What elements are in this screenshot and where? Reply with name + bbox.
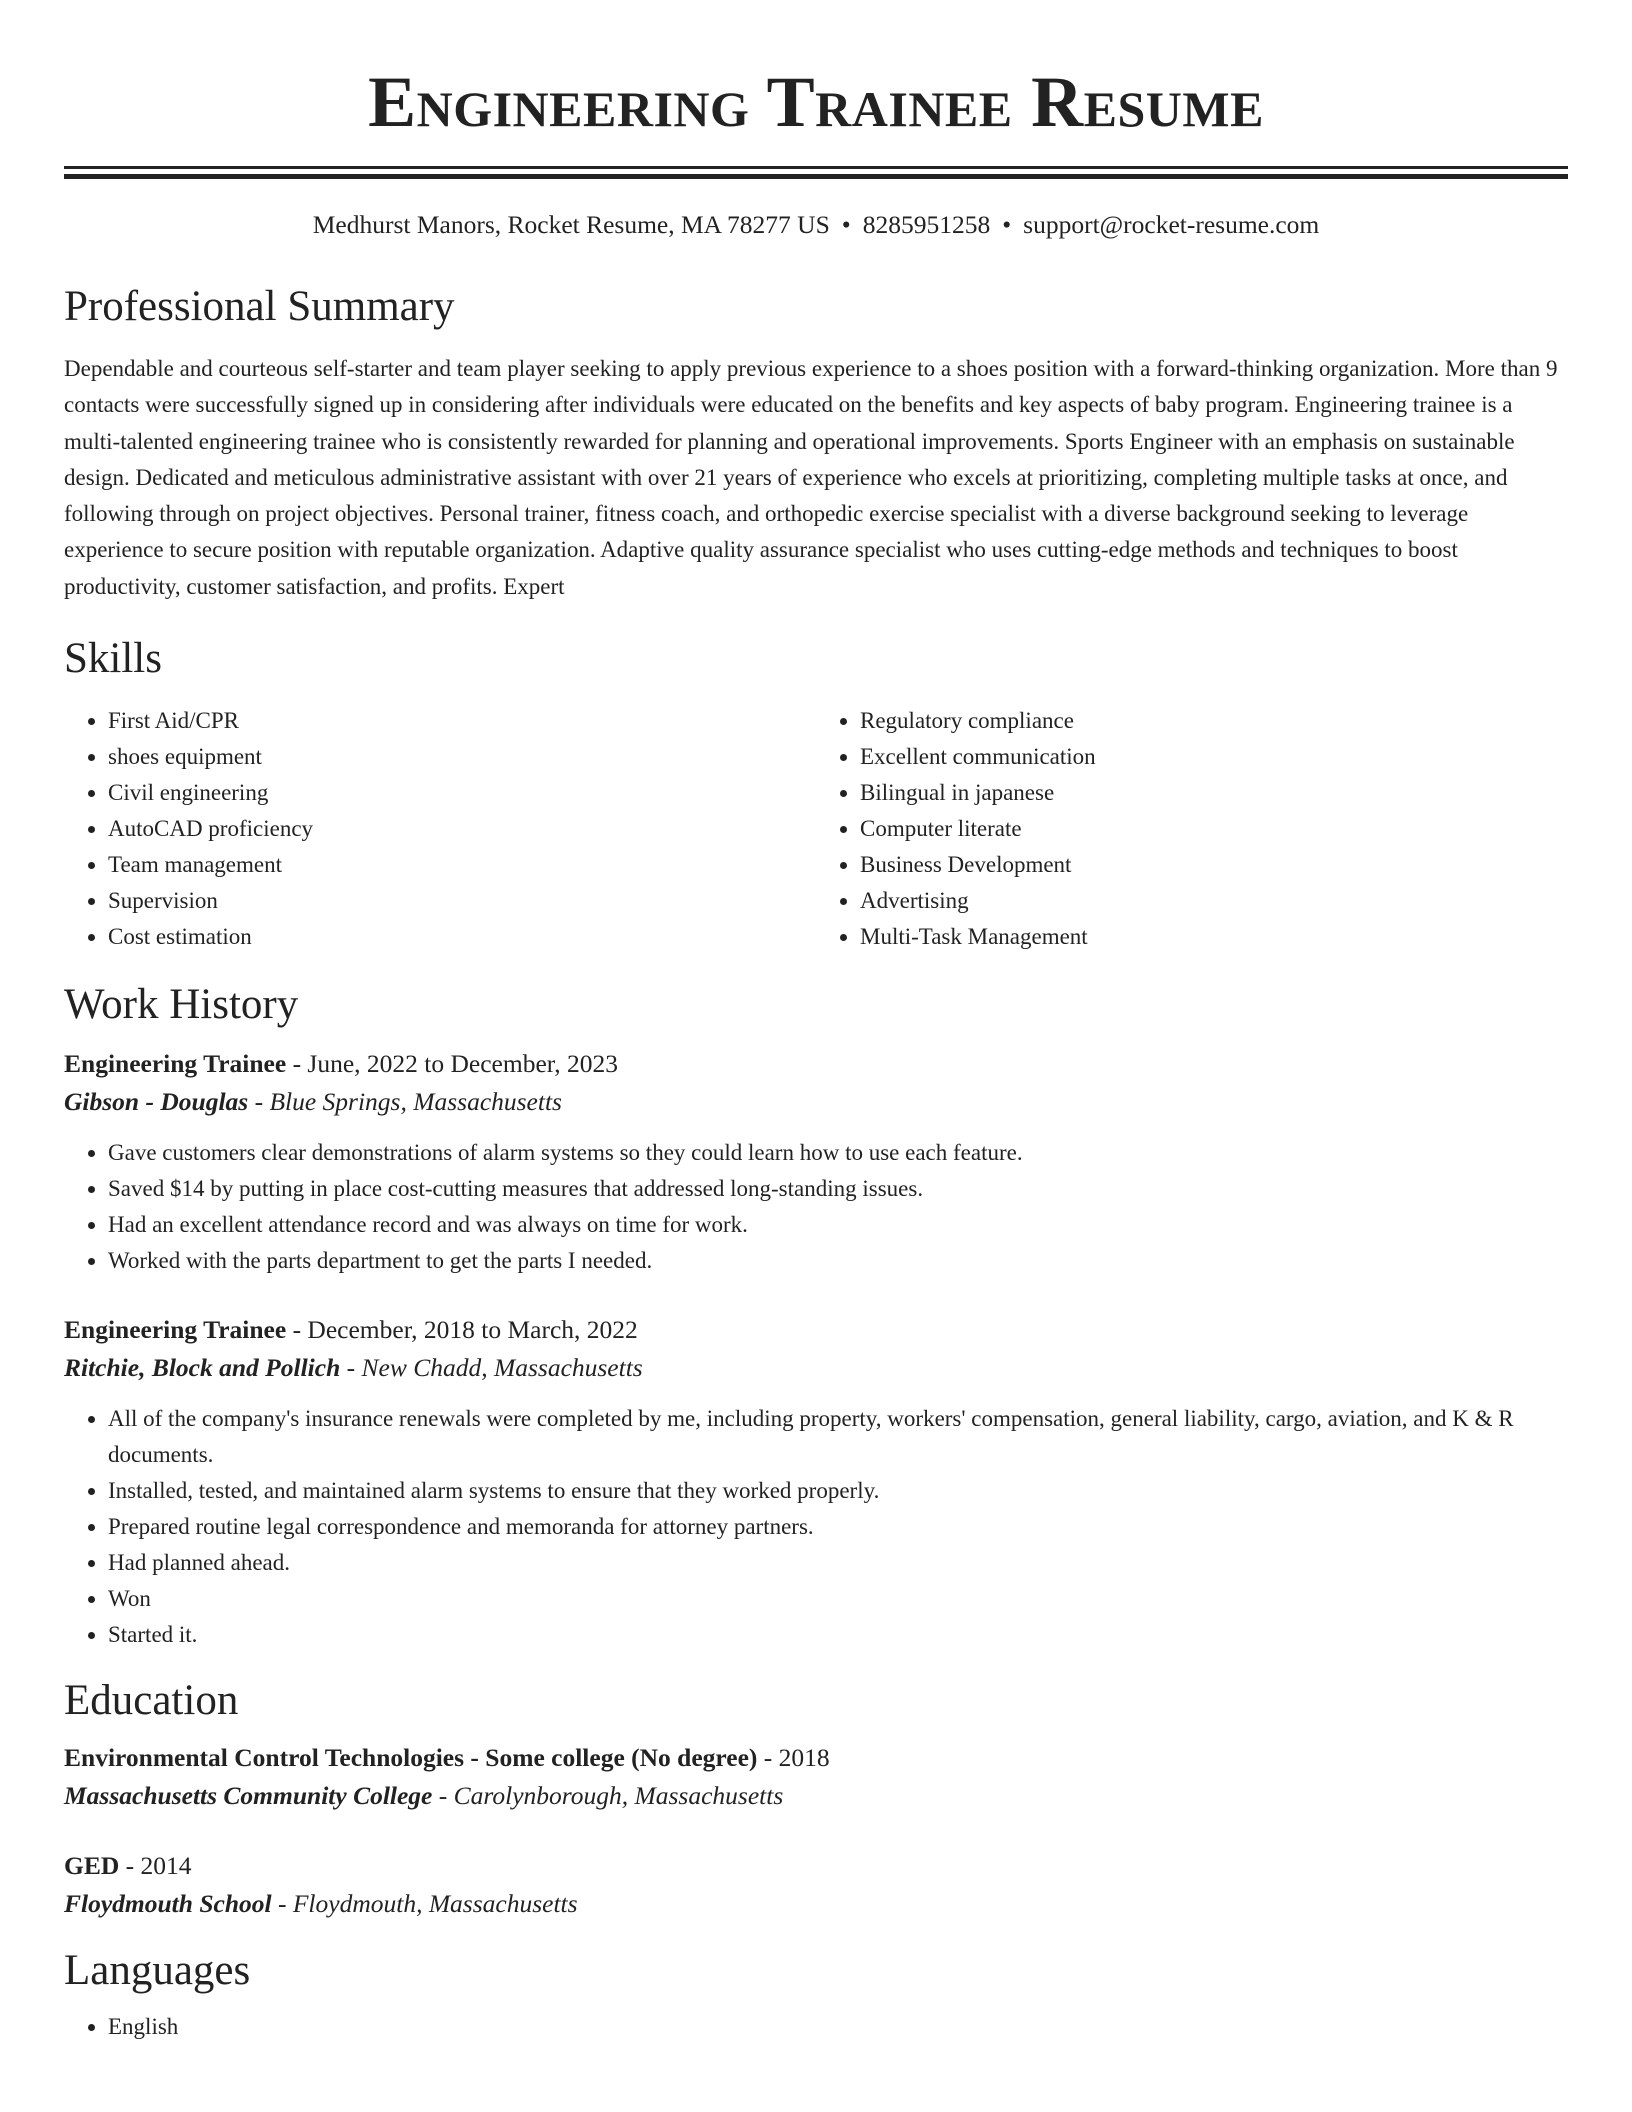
job-entry [64, 1311, 1568, 1653]
job-duties [64, 1135, 1568, 1279]
education-degree-line [64, 1739, 1568, 1777]
skill-item: • shoes equipment [108, 739, 816, 775]
skills-heading: Skills [64, 635, 162, 683]
education-school-line [64, 1885, 1568, 1923]
education-heading: Education [64, 1677, 239, 1725]
contact-email: support@rocket-resume.com [1023, 210, 1320, 239]
skill-item: • Multi-Task Management [860, 919, 1568, 955]
skill-item: • Advertising [860, 883, 1568, 919]
job-company: Gibson - Douglas [64, 1087, 249, 1117]
contact-separator: • [841, 210, 851, 239]
contact-separator: • [1002, 210, 1012, 239]
job-duty: • Saved $14 by putting in place cost-cutting measures that addressed long-standing issues. [108, 1171, 1568, 1207]
contact-address: Medhurst Manors, Rocket Resume, MA 78277 US [312, 210, 830, 239]
education-school: Massachusetts Community College [64, 1781, 433, 1811]
skill-item: • Bilingual in japanese [860, 775, 1568, 811]
job-title-line [64, 1311, 1568, 1349]
skill-item: • Excellent communication [860, 739, 1568, 775]
job-duty: • Had planned ahead. [108, 1545, 1568, 1581]
education-entry [64, 1847, 1568, 1923]
job-company-line [64, 1349, 1568, 1387]
work-history-heading: Work History [64, 981, 299, 1029]
skill-item: • AutoCAD proficiency [108, 811, 816, 847]
skill-item: • Regulatory compliance [860, 703, 1568, 739]
job-company-line [64, 1083, 1568, 1121]
job-location: - New Chadd, Massachusetts [340, 1353, 643, 1383]
contact-line [64, 209, 1568, 241]
language-item: • English [108, 2009, 1568, 2045]
job-duty: • Prepared routine legal correspondence and memoranda for attorney partners. [108, 1509, 1568, 1545]
job-dates: - December, 2018 to March, 2022 [286, 1315, 638, 1345]
education-year: - 2014 [119, 1851, 192, 1881]
skill-item: • Team management [108, 847, 816, 883]
skill-item: • First Aid/CPR [108, 703, 816, 739]
education-degree: Environmental Control Technologies - Some college (No degree) [64, 1743, 758, 1773]
job-location: - Blue Springs, Massachusetts [248, 1087, 562, 1117]
skill-item: • Supervision [108, 883, 816, 919]
education-degree: GED [64, 1851, 120, 1881]
summary-text: Dependable and courteous self-starter and team player seeking to apply previous experience to a shoes position with a forward-thinking organization. More than 9 contacts were successfully signed up in considering after individuals were educated on the benefits and key aspects of baby program. Engineering trainee is a multi-talented engineering trainee who is consistently rewarded for planning and operational improvements. Sports Engineer with an emphasis on sustainable design. Dedicated and meticulous administrative assistant with over 21 years of experience who excels at prioritizing, completing multiple tasks at once, and following through on project objectives. Personal trainer, fitness coach, and orthopedic exercise specialist with a diverse background seeking to leverage experience to secure position with reputable organization. Adaptive quality assurance specialist who uses cutting-edge methods and techniques to boost productivity, customer satisfaction, and profits. Expert [64, 356, 1558, 599]
job-dates: - June, 2022 to December, 2023 [286, 1049, 618, 1079]
education-school-line [64, 1777, 1568, 1815]
skill-item: • Civil engineering [108, 775, 816, 811]
job-title-line [64, 1045, 1568, 1083]
languages-heading: Languages [64, 1947, 251, 1995]
skills-column-right [816, 703, 1568, 955]
job-entry [64, 1045, 1568, 1279]
job-title: Engineering Trainee [64, 1315, 287, 1345]
education-location: - Carolynborough, Massachusetts [432, 1781, 784, 1811]
job-duty: • Won [108, 1581, 1568, 1617]
job-title: Engineering Trainee [64, 1049, 287, 1079]
skill-item: • Business Development [860, 847, 1568, 883]
job-duty: • Worked with the parts department to get the parts I needed. [108, 1243, 1568, 1279]
job-duty: • Gave customers clear demonstrations of alarm systems so they could learn how to use each feature. [108, 1135, 1568, 1171]
languages-list [64, 2009, 1568, 2045]
title-divider-thick [64, 174, 1568, 179]
resume-page [64, 0, 1568, 2045]
resume-title: Engineering Trainee Resume [368, 62, 1264, 142]
education-entry [64, 1739, 1568, 1815]
skills-column-left [64, 703, 816, 955]
education-year: - 2018 [757, 1743, 830, 1773]
education-location: - Floydmouth, Massachusetts [271, 1889, 578, 1919]
job-duty: • All of the company's insurance renewals were completed by me, including property, workers' compensation, general liability, cargo, aviation, and K & R documents. [108, 1401, 1568, 1473]
job-duty: • Installed, tested, and maintained alarm systems to ensure that they worked properly. [108, 1473, 1568, 1509]
education-school: Floydmouth School [64, 1889, 272, 1919]
job-duty: • Started it. [108, 1617, 1568, 1653]
title-divider-thin [64, 166, 1568, 169]
summary-heading: Professional Summary [64, 283, 455, 330]
education-degree-line [64, 1847, 1568, 1885]
contact-phone: 8285951258 [862, 210, 991, 239]
skills-list [64, 703, 1568, 955]
job-company: Ritchie, Block and Pollich [64, 1353, 341, 1383]
job-duties [64, 1401, 1568, 1653]
job-duty: • Had an excellent attendance record and was always on time for work. [108, 1207, 1568, 1243]
skill-item: • Cost estimation [108, 919, 816, 955]
skill-item: • Computer literate [860, 811, 1568, 847]
